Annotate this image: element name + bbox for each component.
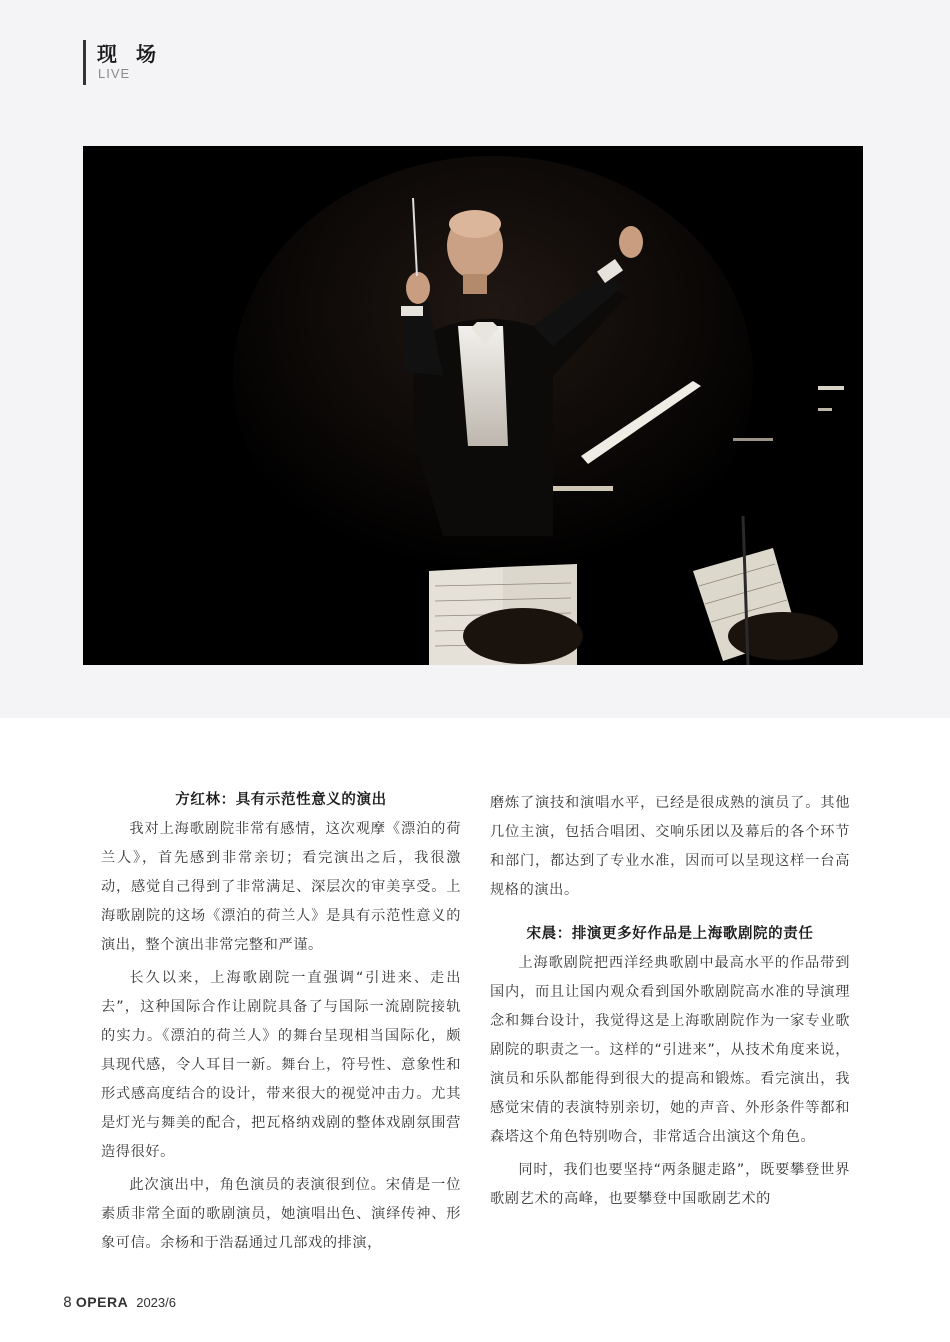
conductor-photo (83, 146, 863, 665)
paragraph: 同时，我们也要坚持“两条腿走路”，既要攀登世界歌剧艺术的高峰，也要攀登中国歌剧艺术的 (490, 1162, 850, 1207)
paragraph: 我对上海歌剧院非常有感情，这次观摩《漂泊的荷兰人》，首先感到非常亲切；看完演出之后，我很激动，感觉自己得到了非常满足、深层次的审美享受。上海歌剧院的这场《漂泊的荷兰人》是具有示范性意义的演出，整个演出非常完整和严谨。 (101, 821, 461, 953)
article-heading-fang: 方红林：具有示范性意义的演出 (175, 792, 387, 808)
paragraph: 长久以来，上海歌剧院一直强调“引进来、走出去”，这种国际合作让剧院具备了与国际一流剧院接轨的实力。《漂泊的荷兰人》的舞台呈现相当国际化，颇具现代感，令人耳目一新。舞台上，符号性、意象性和形式感高度结合的设计，带来很大的视觉冲击力。尤其是灯光与舞美的配合，把瓦格纳戏剧的整体戏剧氛围营造得很好。 (101, 970, 461, 1160)
right-column (490, 789, 850, 1214)
page-number: 8 (63, 1295, 72, 1311)
photo-illustration (83, 146, 863, 665)
article-heading-song: 宋晨：排演更多好作品是上海歌剧院的责任 (526, 926, 814, 942)
magazine-name: OPERA (75, 1294, 129, 1310)
section-subtitle: LIVE (98, 66, 131, 81)
paragraph: 此次演出中，角色演员的表演很到位。宋倩是一位素质非常全面的歌剧演员，她演唱出色、演绎传神、形象可信。余杨和于浩磊通过几部戏的排演， (101, 1177, 461, 1251)
section-title: 现 场 (97, 42, 162, 66)
left-column (101, 786, 461, 1258)
page-footer (63, 1294, 176, 1311)
section-divider (83, 40, 86, 85)
paragraph: 上海歌剧院把西洋经典歌剧中最高水平的作品带到国内，而且让国内观众看到国外歌剧院高水准的导演理念和舞台设计，我觉得这是上海歌剧院作为一家专业歌剧院的职责之一。这样的“引进来”，从技术角度来说，演员和乐队都能得到很大的提高和锻炼。看完演出，我感觉宋倩的表演特别亲切，她的声音、外形条件等都和森塔这个角色特别吻合，非常适合出演这个角色。 (490, 955, 850, 1145)
paragraph-continuation: 磨炼了演技和演唱水平，已经是很成熟的演员了。其他几位主演，包括合唱团、交响乐团以及幕后的各个环节和部门，都达到了专业水准，因而可以呈现这样一台高规格的演出。 (490, 795, 850, 898)
issue-date: 2023/6 (136, 1295, 176, 1310)
